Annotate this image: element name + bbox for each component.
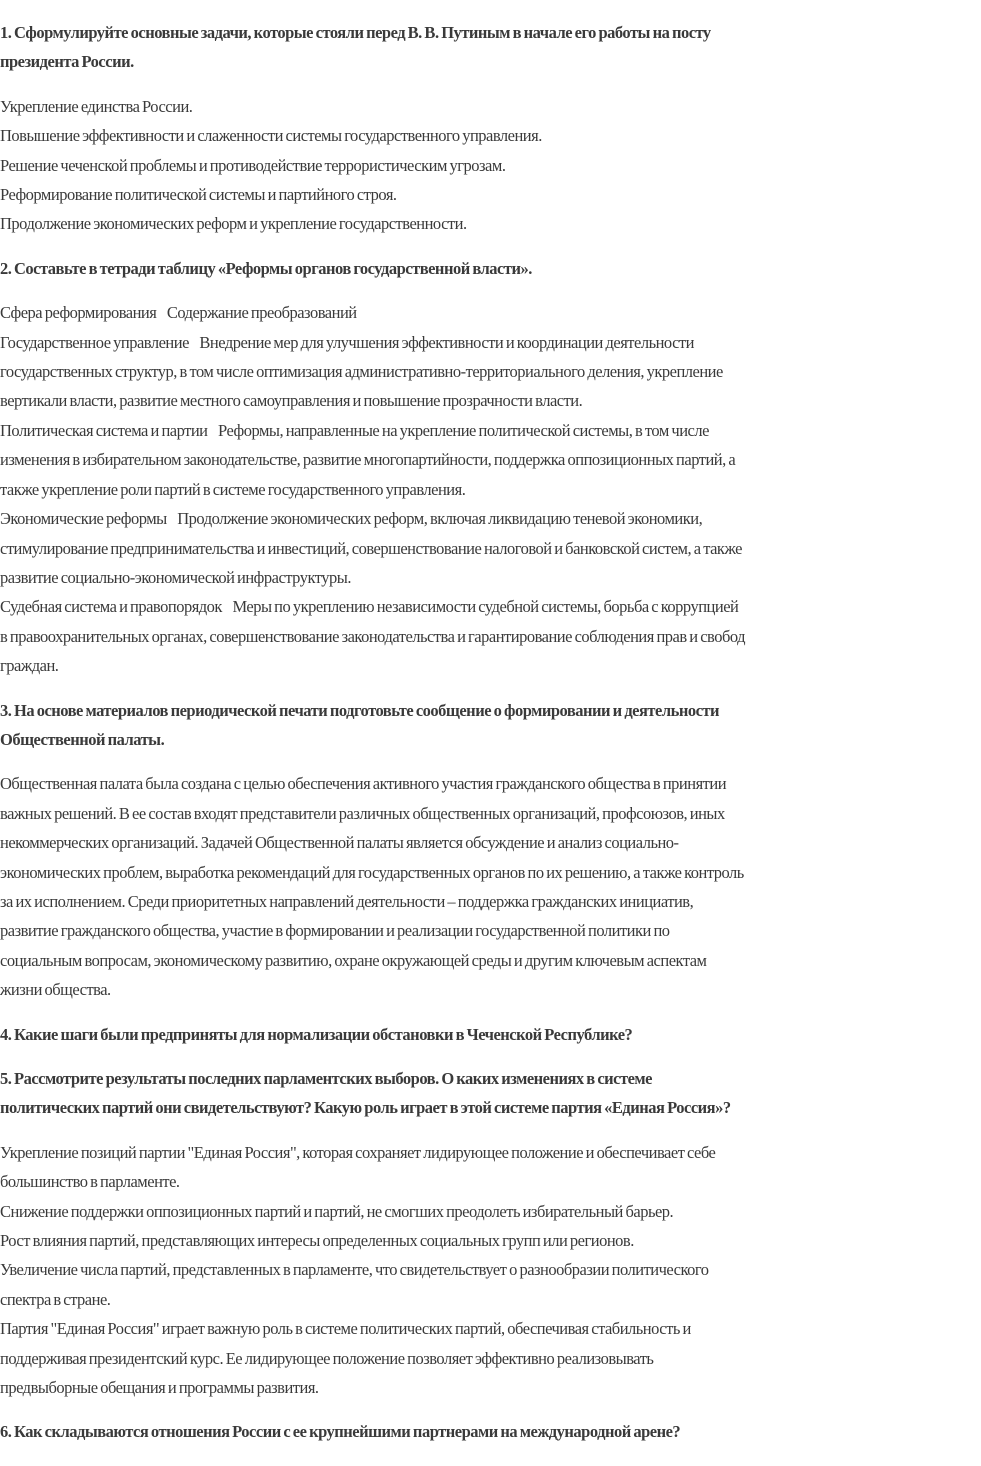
text-line: важных решений. В ее состав входят представители различных общественных организаций, профсоюзов, иных: [0, 803, 725, 823]
text-line: поддерживая президентский курс. Ее лидирующее положение позволяет эффективно реализовывать: [0, 1348, 654, 1368]
heading-line: 4. Какие шаги были предприняты для нормализации обстановки в Чеченской Республике?: [0, 1024, 633, 1044]
text-line: Общественная палата была создана с целью обеспечения активного участия гражданского общества в принятии: [0, 774, 727, 794]
text-line: Реформирование политической системы и партийного строя.: [0, 185, 397, 205]
text-line: Государственное управление Внедрение мер для улучшения эффективности и координации деятельности: [0, 332, 694, 352]
text-line: государственных структур, в том числе оптимизация административно-территориального деления, укрепление: [0, 362, 723, 382]
text-line: граждан.: [0, 656, 59, 676]
text-line: за их исполнением. Среди приоритетных направлений деятельности – поддержка гражданских инициатив,: [0, 891, 694, 911]
text-line: в правоохранительных органах, совершенствование законодательства и гарантирование соблюдения прав и свобод: [0, 626, 746, 646]
answer-paragraph: [0, 769, 981, 1004]
text-line: жизни общества.: [0, 980, 111, 1000]
text-line: Сфера реформирования Содержание преобразований: [0, 303, 357, 323]
text-line: Экономические реформы Продолжение экономических реформ, включая ликвидацию теневой экономики,: [0, 509, 703, 529]
text-line: некоммерческих организаций. Задачей Общественной палаты является обсуждение и анализ социально-: [0, 833, 679, 853]
text-line: Продолжение экономических реформ и укрепление государственности.: [0, 214, 467, 234]
heading-line: 3. На основе материалов периодической печати подготовьте сообщение о формировании и деятельности: [0, 700, 720, 720]
question-heading: [0, 1417, 981, 1446]
heading-line: 5. Рассмотрите результаты последних парламентских выборов. О каких изменениях в системе: [0, 1069, 652, 1088]
question-heading: [0, 18, 981, 77]
heading-line: 1. Сформулируйте основные задачи, которые стояли перед В. В. Путиным в начале его работы на посту: [0, 23, 711, 42]
text-line: социальным вопросам, экономическому развитию, охране окружающей среды и другим ключевым аспектам: [0, 950, 707, 970]
question-heading: [0, 696, 981, 755]
heading-line: 2. Составьте в тетради таблицу «Реформы органов государственной власти».: [0, 258, 532, 278]
text-line: Решение чеченской проблемы и противодействие террористическим угрозам.: [0, 155, 506, 175]
question-heading: [0, 1020, 981, 1049]
heading-line: 6. Как складываются отношения России с ее крупнейшими партнерами на международной арене?: [0, 1422, 681, 1442]
text-line: Политическая система и партии Реформы, направленные на укрепление политической системы, в том числе: [0, 420, 709, 440]
answer-paragraph: [0, 298, 981, 680]
question-heading: [0, 254, 981, 283]
text-line: Укрепление позиций партии "Единая Россия", которая сохраняет лидирующее положение и обеспечивает себе: [0, 1142, 716, 1162]
text-line: вертикали власти, развитие местного самоуправления и повышение прозрачности власти.: [0, 391, 583, 411]
heading-line: политических партий они свидетельствуют? Какую роль играет в этой системе партия «Единая Россия»?: [0, 1098, 731, 1118]
text-line: развитие социально-экономической инфраструктуры.: [0, 567, 351, 587]
text-line: Увеличение числа партий, представленных в парламенте, что свидетельствует о разнообразии политического: [0, 1260, 709, 1280]
text-line: также укрепление роли партий в системе государственного управления.: [0, 479, 466, 499]
text-line: предвыборные обещания и программы развития.: [0, 1378, 319, 1398]
text-line: Судебная система и правопорядок Меры по укреплению независимости судебной системы, борьба с коррупцией: [0, 597, 739, 617]
text-line: развитие гражданского общества, участие в формировании и реализации государственной политики по: [0, 921, 670, 941]
text-line: изменения в избирательном законодательстве, развитие многопартийности, поддержка оппозиционных партий, а: [0, 450, 736, 470]
text-line: Рост влияния партий, представляющих интересы определенных социальных групп или регионов.: [0, 1231, 634, 1251]
heading-line: Общественной палаты.: [0, 729, 165, 749]
text-line: большинство в парламенте.: [0, 1172, 180, 1192]
text-line: Снижение поддержки оппозиционных партий и партий, не смогших преодолеть избирательный барьер.: [0, 1201, 674, 1221]
text-line: Укрепление единства России.: [0, 96, 193, 116]
heading-line: президента России.: [0, 52, 134, 72]
text-line: спектра в стране.: [0, 1289, 111, 1309]
answer-paragraph: [0, 92, 981, 239]
answer-paragraph: [0, 1138, 981, 1403]
text-line: экономических проблем, выработка рекомендаций для государственных органов по их решению, а также контроль: [0, 862, 744, 882]
text-line: стимулирование предпринимательства и инвестиций, совершенствование налоговой и банковской систем, а также: [0, 538, 742, 558]
text-line: Повышение эффективности и слаженности системы государственного управления.: [0, 126, 542, 146]
text-line: Партия "Единая Россия" играет важную роль в системе политических партий, обеспечивая стабильность и: [0, 1319, 691, 1339]
question-heading: [0, 1064, 981, 1123]
